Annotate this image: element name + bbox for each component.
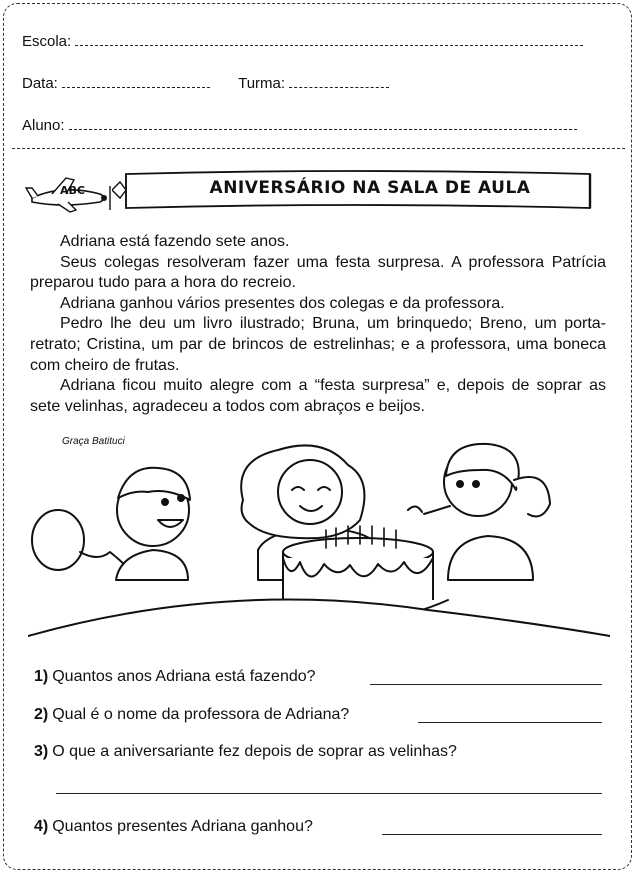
- answer-line-1[interactable]: [370, 684, 602, 685]
- question-2: [34, 706, 349, 724]
- question-number: 2): [34, 706, 49, 723]
- boy-figure: [116, 468, 190, 580]
- plane-text: ABC: [60, 184, 85, 197]
- question-text: Quantos anos Adriana está fazendo?: [52, 668, 316, 685]
- story-paragraph: Adriana ficou muito alegre com a “festa surpresa” e, depois de soprar as sete velinhas, agradeceu a todos com abraços e beijos.: [30, 377, 606, 415]
- title-banner: [112, 168, 598, 212]
- airplane-icon: [22, 172, 114, 216]
- question-4: [34, 818, 313, 836]
- turma-field[interactable]: [289, 75, 389, 88]
- story-paragraph: Adriana ganhou vários presentes dos colegas e da professora.: [60, 294, 505, 312]
- data-label: Data:: [22, 75, 58, 92]
- question-number: 3): [34, 743, 49, 760]
- data-field[interactable]: [62, 75, 210, 88]
- author-credit: Graça Batituci: [62, 436, 125, 447]
- question-text: Qual é o nome da professora de Adriana?: [52, 706, 350, 723]
- question-1: [34, 668, 316, 686]
- page-title: ANIVERSÁRIO NA SALA DE AULA: [209, 178, 531, 198]
- question-text: O que a aniversariante fez depois de soprar as velinhas?: [52, 743, 457, 760]
- escola-label: Escola:: [22, 33, 72, 50]
- balloon-icon: [32, 510, 128, 570]
- answer-line-3[interactable]: [56, 793, 602, 794]
- question-number: 1): [34, 668, 49, 685]
- answer-line-2[interactable]: [418, 722, 602, 723]
- aluno-field[interactable]: [69, 117, 577, 130]
- question-text: Quantos presentes Adriana ganhou?: [52, 818, 313, 835]
- aluno-label: Aluno:: [22, 117, 65, 134]
- aluno-row: [22, 117, 577, 134]
- story-paragraph: Adriana está fazendo sete anos.: [60, 233, 290, 250]
- escola-field[interactable]: [75, 33, 583, 46]
- birthday-illustration: [28, 440, 610, 640]
- story-paragraph: Pedro lhe deu um livro ilustrado; Bruna, um brinquedo; Breno, um porta-retrato; Cristina, um par de brincos de estrelinhas; e a professora, uma boneca com cheiro de frutas.: [30, 315, 606, 374]
- escola-row: [22, 33, 583, 50]
- data-turma-row: [22, 75, 389, 92]
- question-3: [34, 743, 457, 761]
- answer-line-4[interactable]: [382, 834, 602, 835]
- turma-label: Turma:: [238, 75, 286, 92]
- header-divider: [12, 148, 625, 149]
- question-number: 4): [34, 818, 49, 835]
- story-text: [30, 232, 606, 417]
- story-paragraph: Seus colegas resolveram fazer uma festa surpresa. A professora Patrícia preparou tudo para a hora do recreio.: [30, 253, 606, 292]
